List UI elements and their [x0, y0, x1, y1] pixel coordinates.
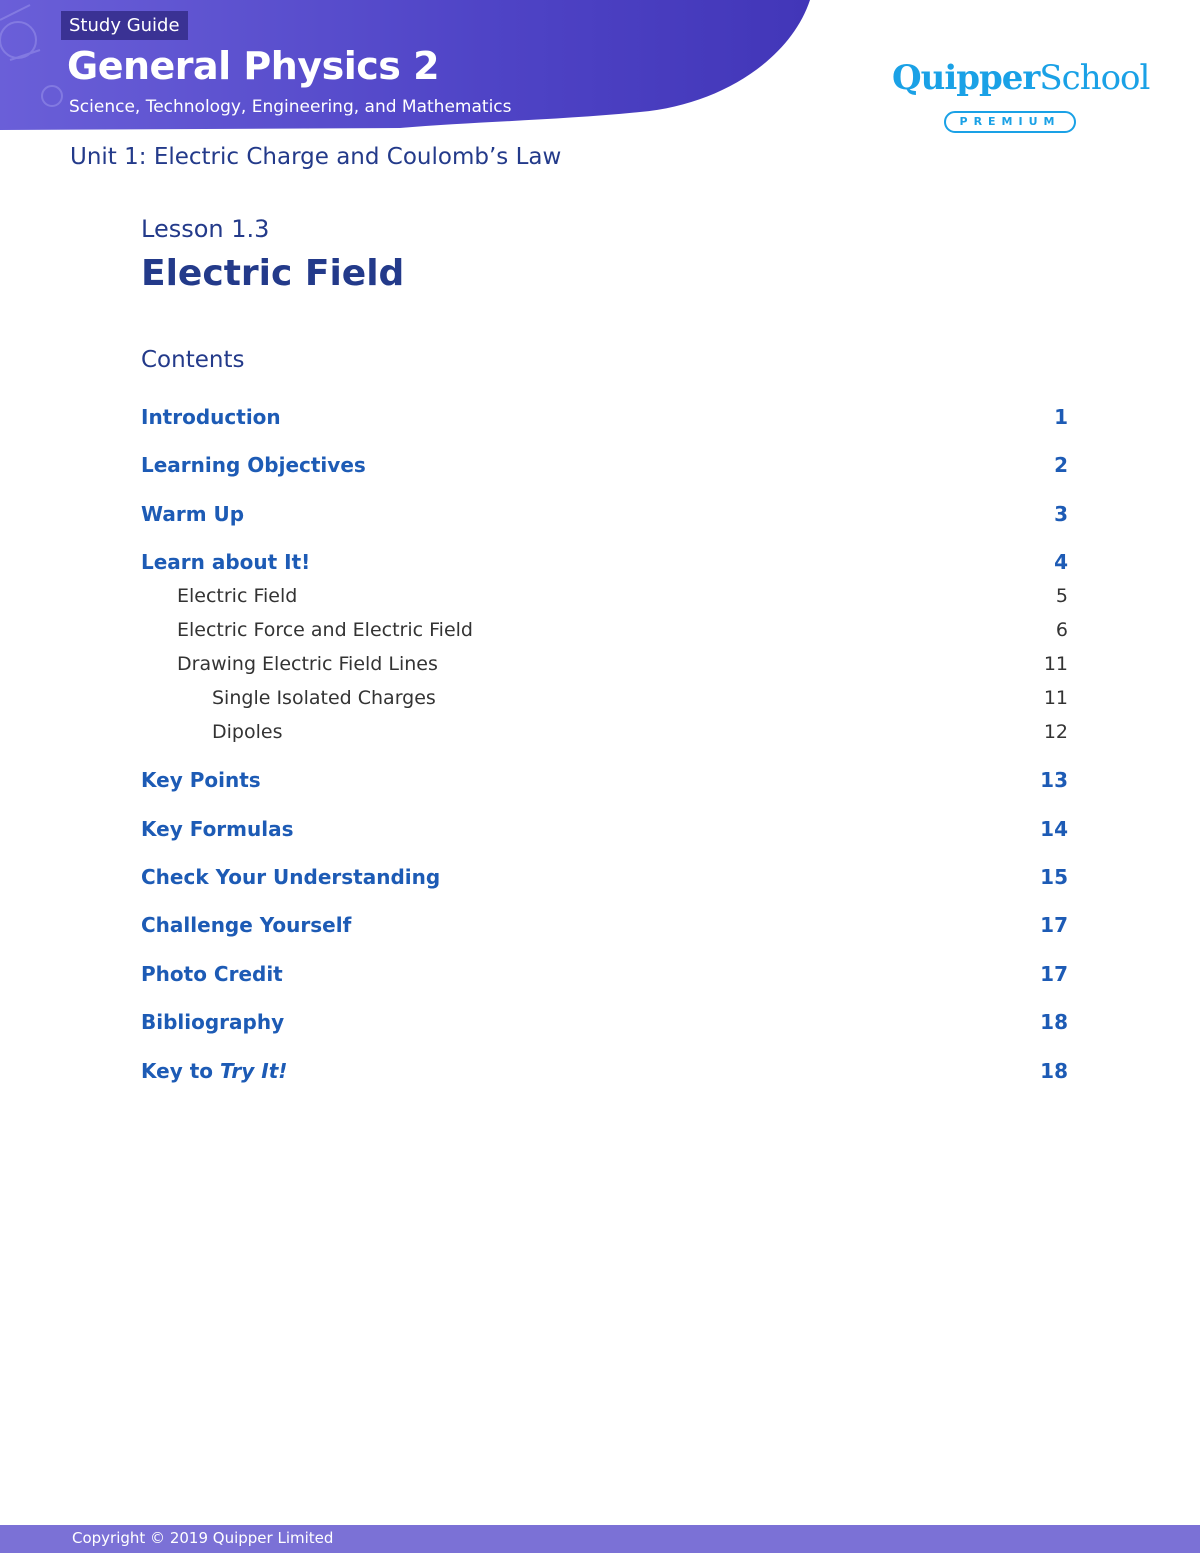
toc-entry[interactable]	[141, 1056, 1068, 1086]
toc-entry-title: Introduction	[141, 405, 281, 429]
toc-entry-title: Electric Field	[177, 585, 298, 607]
toc-entry[interactable]	[141, 402, 1068, 432]
toc-entry-page: 17	[1040, 913, 1068, 937]
toc-entry-title-italic: Try It!	[219, 1059, 288, 1083]
toc-entry-title: Key Points	[141, 768, 261, 792]
lesson-title: Electric Field	[141, 253, 405, 294]
toc-entry-title: Drawing Electric Field Lines	[177, 653, 438, 675]
toc-entry[interactable]	[141, 814, 1068, 844]
toc-entry[interactable]	[141, 959, 1068, 989]
toc-entry[interactable]	[177, 649, 1068, 679]
premium-badge: PREMIUM	[944, 111, 1076, 133]
toc-entry[interactable]	[141, 499, 1068, 529]
toc-entry-title: Single Isolated Charges	[212, 687, 436, 709]
lesson-number: Lesson 1.3	[141, 215, 270, 243]
toc-entry-page: 11	[1043, 687, 1068, 709]
course-subtitle: Science, Technology, Engineering, and Mathematics	[69, 97, 512, 117]
toc-entry-page: 17	[1040, 962, 1068, 986]
toc-entry[interactable]	[177, 615, 1068, 645]
course-title: General Physics 2	[67, 44, 440, 88]
toc-entry[interactable]	[212, 717, 1068, 747]
toc-entry-page: 18	[1040, 1010, 1068, 1034]
footer-bar	[0, 1525, 1200, 1553]
toc-entry-title: Electric Force and Electric Field	[177, 619, 473, 641]
toc-entry[interactable]	[141, 450, 1068, 480]
toc-entry-title: Check Your Understanding	[141, 865, 441, 889]
toc-entry-title: Learning Objectives	[141, 453, 366, 477]
toc-entry-title: Learn about It!	[141, 550, 311, 574]
toc-entry-page: 6	[1055, 619, 1068, 641]
toc-entry-title: Key Formulas	[141, 817, 294, 841]
toc-entry[interactable]	[141, 910, 1068, 940]
quipper-school-logo	[892, 58, 1150, 138]
toc-entry-page: 1	[1054, 405, 1068, 429]
toc-entry[interactable]	[141, 765, 1068, 795]
toc-entry-page: 12	[1043, 721, 1068, 743]
toc-entry[interactable]	[212, 683, 1068, 713]
toc-entry-page: 13	[1040, 768, 1068, 792]
toc-entry-page: 5	[1055, 585, 1068, 607]
toc-entry-title-prefix: Key to	[141, 1059, 220, 1083]
logo-brand-part1: Quipper	[892, 58, 1040, 98]
toc-entry-title: Warm Up	[141, 502, 245, 526]
unit-title: Unit 1: Electric Charge and Coulomb’s Law	[70, 144, 562, 170]
toc-entry-page: 4	[1054, 550, 1068, 574]
copyright-text: Copyright © 2019 Quipper Limited	[72, 1529, 334, 1547]
toc-entry-page: 14	[1040, 817, 1068, 841]
toc-entry-page: 2	[1054, 453, 1068, 477]
toc-entry-title	[141, 1059, 287, 1083]
toc-entry-page: 3	[1054, 502, 1068, 526]
toc-entry-title: Bibliography	[141, 1010, 285, 1034]
study-guide-tag: Study Guide	[61, 11, 188, 40]
toc-entry[interactable]	[141, 862, 1068, 892]
logo-brand-part2: School	[1039, 58, 1150, 98]
toc-entry-title: Challenge Yourself	[141, 913, 352, 937]
toc-entry[interactable]	[141, 547, 1068, 577]
contents-heading: Contents	[141, 347, 245, 373]
toc-entry-title: Photo Credit	[141, 962, 283, 986]
toc-entry[interactable]	[177, 581, 1068, 611]
toc-entry-page: 11	[1043, 653, 1068, 675]
toc-entry-page: 18	[1040, 1059, 1068, 1083]
toc-entry-page: 15	[1040, 865, 1068, 889]
toc-entry-title: Dipoles	[212, 721, 283, 743]
toc-entry[interactable]	[141, 1007, 1068, 1037]
